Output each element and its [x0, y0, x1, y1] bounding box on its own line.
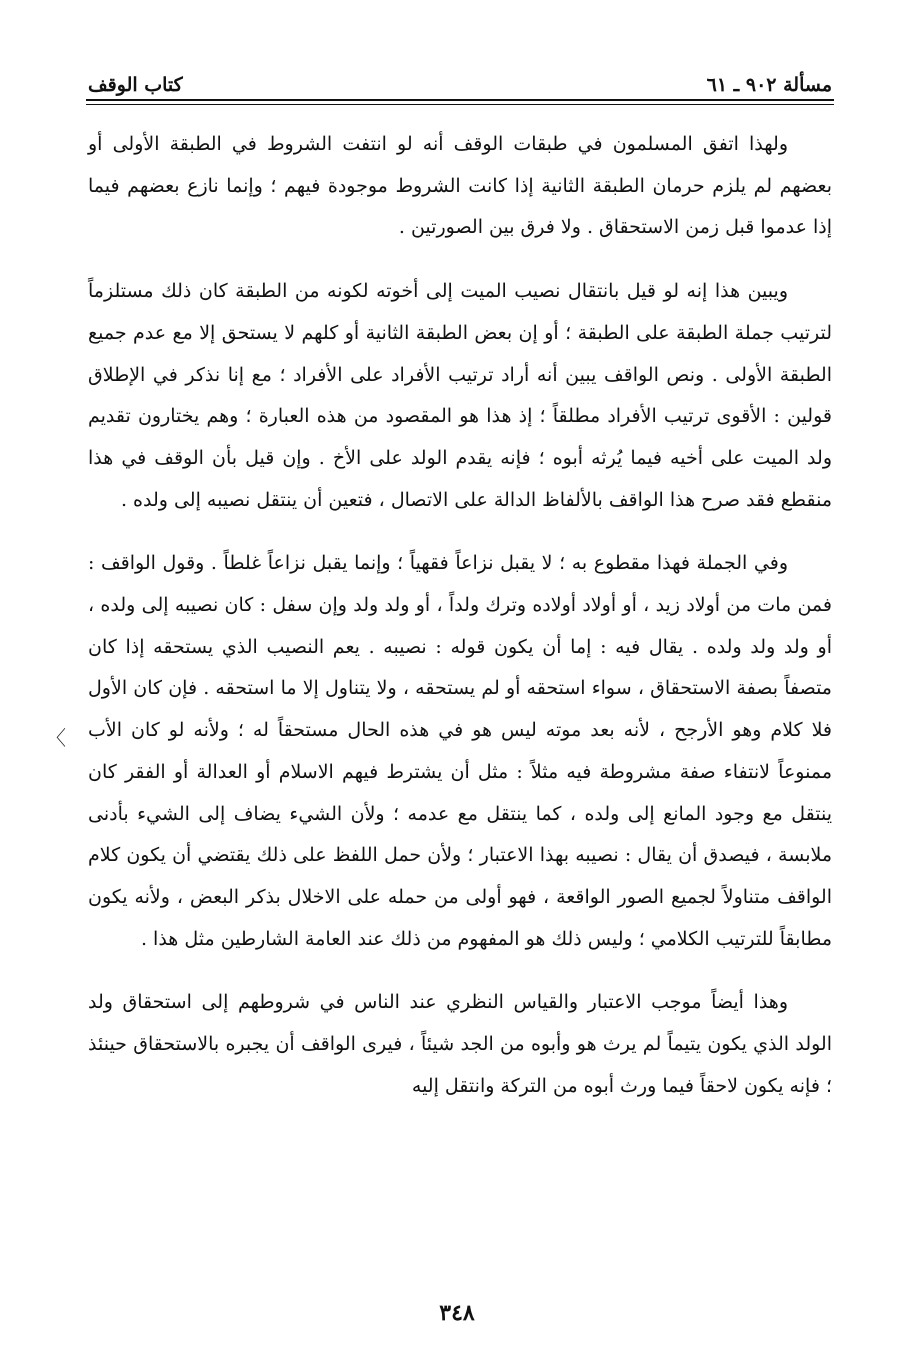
header-issue-number: مسألة ٩٠٢ ـ ٦١ — [706, 74, 832, 96]
running-header — [88, 62, 832, 96]
paragraph-gap — [88, 960, 832, 982]
paragraph-3: وفي الجملة فهذا مقطوع به ؛ لا يقبل نزاعاً فقهياً ؛ وإنما يقبل نزاعاً غلطاً . وقول الواقف : فمن مات من أولاد زيد ، أو أولاد أولاده وترك ولداً ، أو ولد ولد وإن سفل : كان نصيبه إلى ولده ، أو ولد ولد ولده . يقال فيه : إما أن يكون قوله : نصيبه . يعم النصيب الذي يستحقه إذا كان متصفاً بصفة الاستحقاق ، سواء استحقه أو لم يستحقه ، ولا يتناول إلا ما استحقه . فإن كان الأول فلا كلام وهو الأرجح ، لأنه بعد موته ليس هو في هذه الحال مستحقاً له ؛ ولأنه لو كان الأب ممنوعاً لانتفاء صفة مشروطة فيه مثلاً : مثل أن يشترط فيهم الاسلام أو العدالة أو الفقر كان ينتقل مع وجود المانع إلى ولده ، كما ينتقل مع عدمه ؛ ولأن الشيء يضاف إلى الشيء بأدنى ملابسة ، فيصدق أن يقال : نصيبه بهذا الاعتبار ؛ ولأن حمل اللفظ على ذلك يقتضي أن يكون كلام الواقف متناولاً لجميع الصور الواقعة ، فهو أولى من حمله على الاخلال بذكر البعض ، ولأنه يكون مطابقاً للترتيب الكلامي ؛ وليس ذلك هو المفهوم من ذلك عند العامة الشارطين مثل هذا . — [88, 552, 832, 950]
margin-bracket-mark: 〈 — [46, 726, 66, 750]
page-number: ٣٤٨ — [439, 1300, 475, 1326]
header-rule-thick — [86, 99, 834, 101]
header-rule-thin — [86, 104, 834, 105]
paragraph-2: ويبين هذا إنه لو قيل بانتقال نصيب الميت إلى أخوته لكونه من الطبقة كان ذلك مستلزماً لترتيب جملة الطبقة على الطبقة ؛ أو إن بعض الطبقة الثانية أو كلهم لا يستحق إلا مع عدم جميع الطبقة الأولى . ونص الواقف يبين أنه أراد ترتيب الأفراد على الأفراد ؛ مع إنا نذكر في الإطلاق قولين : الأقوى ترتيب الأفراد مطلقاً ؛ إذ هذا هو المقصود من هذه العبارة ؛ وهم يختارون تقديم ولد الميت على أخيه فيما يُرثه أبوه ؛ فإنه يقدم الولد على الأخ . وإن قيل بأن الوقف في هذا منقطع فقد صرح هذا الواقف بالألفاظ الدالة على الاتصال ، فتعين أن ينتقل نصيبه إلى ولده . — [88, 280, 832, 511]
page-body — [88, 124, 832, 1107]
paragraph-gap — [88, 249, 832, 271]
paragraph-1: ولهذا اتفق المسلمون في طبقات الوقف أنه لو انتفت الشروط في الطبقة الأولى أو بعضهم لم يلزم حرمان الطبقة الثانية إذا كانت الشروط موجودة فيهم ؛ وإنما نازع بعضهم فيما إذا عدموا قبل زمن الاستحقاق . ولا فرق بين الصورتين . — [88, 133, 832, 239]
paragraph-gap — [88, 521, 832, 543]
header-book-title: كتاب الوقف — [88, 74, 183, 96]
paragraph-4: وهذا أيضاً موجب الاعتبار والقياس النظري عند الناس في شروطهم إلى استحقاق ولد الولد الذي يكون يتيماً لم يرث هو وأبوه من الجد شيئاً ، فيرى الواقف أن يجبره بالاستحقاق حينئذ ؛ فإنه يكون لاحقاً فيما ورث أبوه من التركة وانتقل إليه — [88, 991, 832, 1097]
